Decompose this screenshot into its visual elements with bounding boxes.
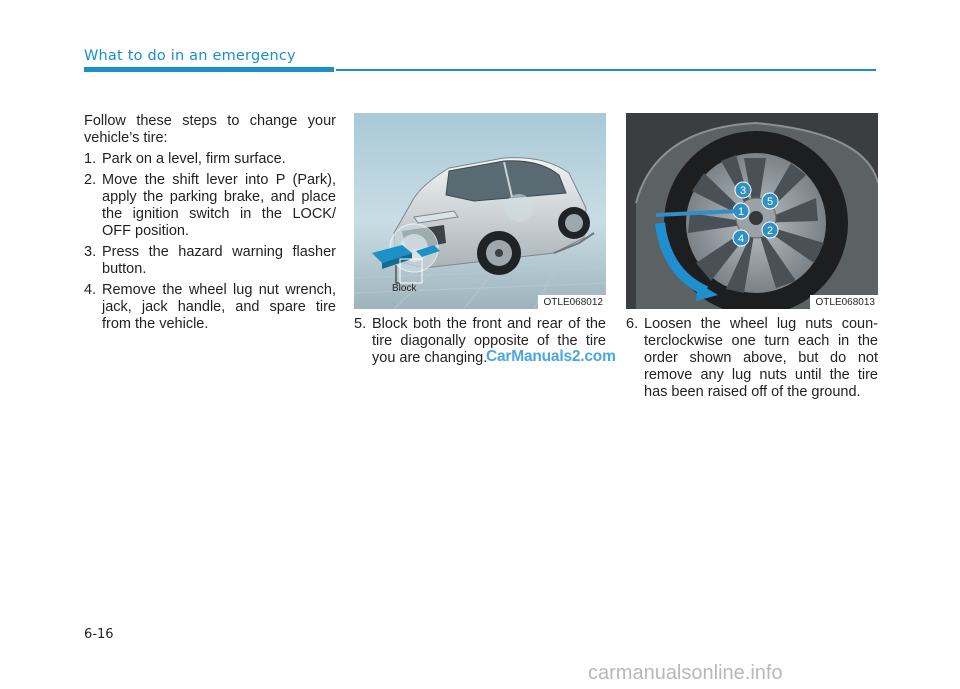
column-3 xyxy=(626,316,878,405)
header-rule-thin xyxy=(336,69,876,71)
step-number: 3. xyxy=(84,244,97,260)
step-text: Block both the front and rear of the tire diagonally opposite of the tire you are changing. xyxy=(372,316,606,366)
figure-code: OTLE068013 xyxy=(810,295,879,309)
lug-nut-number: 2 xyxy=(766,225,774,237)
step-item xyxy=(84,172,336,240)
section-title: What to do in an emergency xyxy=(84,48,296,64)
footer-site: carmanualsonline.info xyxy=(588,662,783,684)
lug-nut-number: 4 xyxy=(737,233,745,245)
step-number: 1. xyxy=(84,151,97,167)
figure-code: OTLE068012 xyxy=(538,295,607,309)
step-item xyxy=(84,244,336,278)
block-label: Block xyxy=(392,283,417,294)
step-number: 5. xyxy=(354,316,367,332)
figure-suv-wheel-block xyxy=(354,113,606,309)
step-number: 6. xyxy=(626,316,639,332)
wheel-illustration xyxy=(626,113,878,309)
step-item xyxy=(84,151,336,168)
figure-lug-nut-order xyxy=(626,113,878,309)
column-1 xyxy=(84,113,336,337)
watermark: CarManuals2.com xyxy=(486,348,616,365)
step-item xyxy=(84,282,336,333)
step-text: Remove the wheel lug nut wrench, jack, jack handle, and spare tire from the vehicle. xyxy=(102,282,336,332)
lug-nut-number: 5 xyxy=(766,196,774,208)
lug-nut-number: 1 xyxy=(737,206,745,218)
step-text: Press the hazard warning flasher button. xyxy=(102,244,336,277)
step-text: Park on a level, firm surface. xyxy=(102,151,286,167)
header-rule-thick xyxy=(84,67,334,72)
step-number: 4. xyxy=(84,282,97,298)
step-number: 2. xyxy=(84,172,97,188)
suv-illustration xyxy=(354,113,606,309)
step-text: Move the shift lever into P (Park), apply the parking brake, and place the ignition switch in the LOCK/ OFF position. xyxy=(102,172,336,239)
lug-nut-number: 3 xyxy=(739,185,747,197)
steps-list xyxy=(84,151,336,333)
step-text: Loosen the wheel lug nuts coun-terclockwise one turn each in the order shown above, but do not remove any lug nuts until the tire has been raised off of the ground. xyxy=(644,316,878,400)
intro-text: Follow these steps to change your vehicle’s tire: xyxy=(84,113,336,146)
steps-list xyxy=(626,316,878,401)
step-item xyxy=(626,316,878,401)
page-number: 6-16 xyxy=(84,627,114,642)
